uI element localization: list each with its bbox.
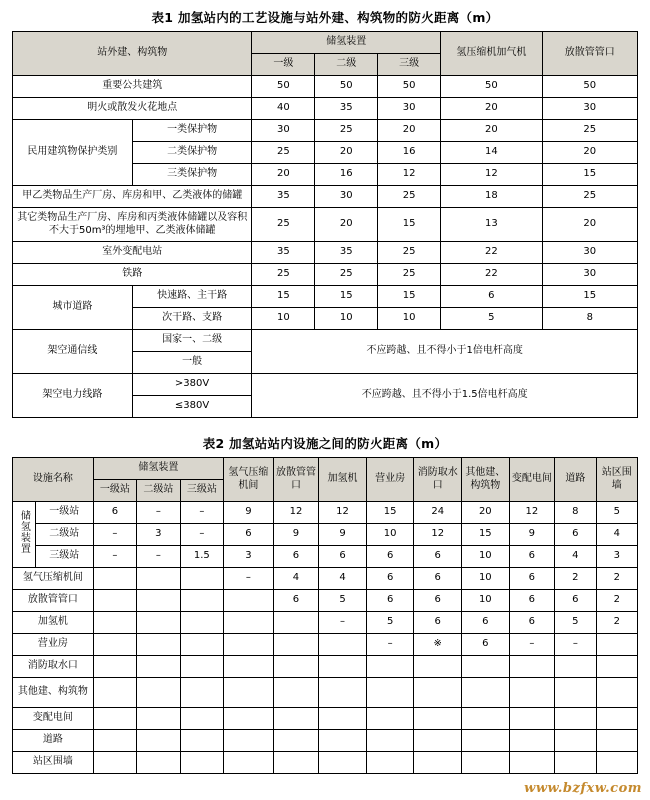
cell: – <box>93 546 136 568</box>
table-row <box>13 656 638 678</box>
row-label: 二级站 <box>35 524 93 546</box>
table-row <box>13 708 638 730</box>
cell <box>596 634 638 656</box>
cell <box>93 612 136 634</box>
cell: 22 <box>441 242 542 264</box>
th-storage-group: 储氢装置 <box>252 32 441 54</box>
cell <box>366 678 414 708</box>
cell: 10 <box>252 308 315 330</box>
cell: 6 <box>414 612 462 634</box>
cell <box>509 678 555 708</box>
cell: 10 <box>378 308 441 330</box>
row-label: 甲乙类物品生产厂房、库房和甲、乙类液体的储罐 <box>13 186 252 208</box>
cell <box>462 708 510 730</box>
cell <box>93 752 136 774</box>
cell <box>137 678 180 708</box>
cell <box>137 590 180 612</box>
cell: 15 <box>462 524 510 546</box>
cell: 25 <box>252 208 315 242</box>
table1-header-row-1 <box>13 32 638 54</box>
table-fire-distance-inside <box>12 457 638 774</box>
cell: 12 <box>509 502 555 524</box>
cell: 2 <box>555 568 596 590</box>
cell <box>366 656 414 678</box>
cell <box>273 656 319 678</box>
cell <box>180 656 223 678</box>
cell: 15 <box>366 502 414 524</box>
th-storage-group: 储氢装置 <box>93 458 223 480</box>
cell: – <box>319 612 367 634</box>
document-page <box>0 8 650 796</box>
cell: 6 <box>509 568 555 590</box>
cell <box>273 752 319 774</box>
cell: 25 <box>542 120 637 142</box>
cell <box>137 752 180 774</box>
row-group-label: 城市道路 <box>13 286 133 330</box>
cell: 20 <box>378 120 441 142</box>
cell: 6 <box>366 546 414 568</box>
cell: 12 <box>414 524 462 546</box>
table-row <box>13 186 638 208</box>
cell <box>414 752 462 774</box>
cell: 4 <box>319 568 367 590</box>
cell <box>462 656 510 678</box>
cell: 5 <box>319 590 367 612</box>
row-label: ≤380V <box>132 396 252 418</box>
cell: 10 <box>315 308 378 330</box>
th-vent: 放散管管口 <box>542 32 637 76</box>
cell: 20 <box>542 208 637 242</box>
row-label: 氢气压缩机间 <box>13 568 94 590</box>
cell <box>509 752 555 774</box>
row-group-label: 架空通信线 <box>13 330 133 374</box>
table-row <box>13 76 638 98</box>
table-row <box>13 208 638 242</box>
cell: 16 <box>315 164 378 186</box>
row-label: 室外变配电站 <box>13 242 252 264</box>
cell: 3 <box>137 524 180 546</box>
cell: 6 <box>509 612 555 634</box>
cell <box>93 590 136 612</box>
cell: 20 <box>542 142 637 164</box>
cell: – <box>555 634 596 656</box>
cell: – <box>180 524 223 546</box>
cell: 25 <box>252 264 315 286</box>
cell: – <box>137 502 180 524</box>
cell <box>596 730 638 752</box>
cell: 6 <box>273 546 319 568</box>
cell <box>319 730 367 752</box>
cell: 6 <box>462 634 510 656</box>
row-note: 不应跨越、且不得小于1倍电杆高度 <box>252 330 638 374</box>
cell <box>555 708 596 730</box>
cell: 4 <box>555 546 596 568</box>
cell <box>596 678 638 708</box>
row-label: 加氢机 <box>13 612 94 634</box>
cell: 50 <box>441 76 542 98</box>
th-compressor-label: 氢压缩机加气机 <box>456 47 527 59</box>
watermark: www.bzfxw.com <box>524 781 642 796</box>
th-compressor-room: 氢气压缩机间 <box>224 458 274 502</box>
cell <box>319 656 367 678</box>
cell <box>273 612 319 634</box>
cell <box>224 752 274 774</box>
cell: 30 <box>542 98 637 120</box>
cell: 6 <box>93 502 136 524</box>
cell: – <box>224 568 274 590</box>
cell: 12 <box>378 164 441 186</box>
table-row <box>13 678 638 708</box>
table-row <box>13 330 638 352</box>
cell: 20 <box>315 208 378 242</box>
cell: 16 <box>378 142 441 164</box>
cell: 18 <box>441 186 542 208</box>
cell <box>180 752 223 774</box>
th-fence: 站区围墙 <box>596 458 638 502</box>
cell <box>319 752 367 774</box>
row-label: 重要公共建筑 <box>13 76 252 98</box>
cell: 1.5 <box>180 546 223 568</box>
row-label: 放散管管口 <box>13 590 94 612</box>
table-row <box>13 524 638 546</box>
cell <box>93 634 136 656</box>
cell <box>414 730 462 752</box>
cell <box>93 568 136 590</box>
cell <box>596 752 638 774</box>
cell: 4 <box>273 568 319 590</box>
cell <box>273 634 319 656</box>
cell: 6 <box>509 590 555 612</box>
row-label: 变配电间 <box>13 708 94 730</box>
cell: 35 <box>252 242 315 264</box>
th-storage-2: 二级站 <box>137 480 180 502</box>
cell <box>137 568 180 590</box>
cell: 50 <box>542 76 637 98</box>
cell <box>273 678 319 708</box>
cell: 2 <box>596 568 638 590</box>
cell <box>137 708 180 730</box>
cell: – <box>509 634 555 656</box>
cell <box>462 678 510 708</box>
cell: 6 <box>366 568 414 590</box>
cell: – <box>93 524 136 546</box>
row-label: 国家一、二级 <box>132 330 252 352</box>
cell: 6 <box>414 590 462 612</box>
row-label: >380V <box>132 374 252 396</box>
cell <box>319 708 367 730</box>
cell <box>224 678 274 708</box>
cell: 6 <box>414 568 462 590</box>
th-storage-1: 一级站 <box>93 480 136 502</box>
cell: 35 <box>315 242 378 264</box>
cell <box>180 634 223 656</box>
cell: – <box>137 546 180 568</box>
cell: 6 <box>441 286 542 308</box>
cell: 15 <box>542 286 637 308</box>
row-label: 明火或散发火花地点 <box>13 98 252 120</box>
cell: 5 <box>366 612 414 634</box>
cell: 9 <box>224 502 274 524</box>
th-dispenser: 加氢机 <box>319 458 367 502</box>
th-vent: 放散管管口 <box>273 458 319 502</box>
cell: 30 <box>378 98 441 120</box>
table-row <box>13 612 638 634</box>
row-label: 消防取水口 <box>13 656 94 678</box>
cell: 14 <box>441 142 542 164</box>
cell <box>137 656 180 678</box>
cell <box>180 708 223 730</box>
cell: 30 <box>542 242 637 264</box>
th-facility-name <box>13 458 94 502</box>
cell: 9 <box>273 524 319 546</box>
cell: 3 <box>224 546 274 568</box>
cell <box>137 730 180 752</box>
cell <box>509 708 555 730</box>
cell <box>366 752 414 774</box>
table-row <box>13 752 638 774</box>
cell: 15 <box>542 164 637 186</box>
cell: 25 <box>378 242 441 264</box>
cell <box>596 708 638 730</box>
cell: 6 <box>462 612 510 634</box>
row-label: 道路 <box>13 730 94 752</box>
cell <box>180 568 223 590</box>
cell <box>224 730 274 752</box>
cell: 9 <box>509 524 555 546</box>
cell: 5 <box>555 612 596 634</box>
th-station-outside: 站外建、构筑物 <box>13 32 252 76</box>
cell: 35 <box>252 186 315 208</box>
th-storage-3: 三级站 <box>180 480 223 502</box>
th-transformer: 变配电间 <box>509 458 555 502</box>
cell <box>224 590 274 612</box>
cell: 12 <box>441 164 542 186</box>
cell: 4 <box>596 524 638 546</box>
row-label: 次干路、支路 <box>132 308 252 330</box>
cell <box>93 656 136 678</box>
th-other-buildings: 其他建、构筑物 <box>462 458 510 502</box>
table-row <box>13 264 638 286</box>
cell: 6 <box>366 590 414 612</box>
cell: 5 <box>596 502 638 524</box>
row-label: 其他建、构筑物 <box>13 678 94 708</box>
cell: 15 <box>378 208 441 242</box>
cell <box>180 730 223 752</box>
row-label: 营业房 <box>13 634 94 656</box>
cell <box>366 730 414 752</box>
cell: ※ <box>414 634 462 656</box>
cell: 50 <box>252 76 315 98</box>
cell: 6 <box>319 546 367 568</box>
th-facility-name-label: 设施名称 <box>32 473 73 485</box>
cell <box>555 730 596 752</box>
cell: 6 <box>414 546 462 568</box>
cell: 2 <box>596 612 638 634</box>
cell <box>555 752 596 774</box>
cell <box>180 612 223 634</box>
table2-title: 表2 加氢站站内设施之间的防火距离（m） <box>202 436 448 451</box>
cell: 10 <box>366 524 414 546</box>
cell <box>93 678 136 708</box>
cell <box>366 708 414 730</box>
table-row <box>13 286 638 308</box>
row-label: 一般 <box>132 352 252 374</box>
cell: 15 <box>378 286 441 308</box>
cell <box>224 612 274 634</box>
cell: 30 <box>542 264 637 286</box>
cell <box>93 730 136 752</box>
cell: 22 <box>441 264 542 286</box>
cell: 20 <box>252 164 315 186</box>
cell <box>224 656 274 678</box>
row-group-label-storage-text: 储氢装置 <box>18 510 30 555</box>
row-label: 其它类物品生产厂房、库房和丙类液体储罐以及容积不大于50m³的埋地甲、乙类液体储罐 <box>13 208 252 242</box>
th-storage-3: 三级 <box>378 54 441 76</box>
cell: 24 <box>414 502 462 524</box>
cell: 25 <box>252 142 315 164</box>
table-fire-distance-outside <box>12 31 638 418</box>
th-road: 道路 <box>555 458 596 502</box>
cell: 50 <box>378 76 441 98</box>
cell: 10 <box>462 568 510 590</box>
cell <box>273 708 319 730</box>
cell: 15 <box>252 286 315 308</box>
cell <box>555 678 596 708</box>
row-label: 一级站 <box>35 502 93 524</box>
cell: 8 <box>542 308 637 330</box>
cell <box>509 730 555 752</box>
cell: 9 <box>319 524 367 546</box>
cell: 20 <box>441 120 542 142</box>
row-label: 站区围墙 <box>13 752 94 774</box>
table-row <box>13 634 638 656</box>
cell: 50 <box>315 76 378 98</box>
cell: – <box>180 502 223 524</box>
cell: 40 <box>252 98 315 120</box>
cell <box>137 612 180 634</box>
cell <box>414 678 462 708</box>
th-fire-water: 消防取水口 <box>414 458 462 502</box>
cell <box>224 708 274 730</box>
cell <box>509 656 555 678</box>
cell <box>414 656 462 678</box>
cell <box>596 656 638 678</box>
table-row <box>13 546 638 568</box>
th-office: 营业房 <box>366 458 414 502</box>
table-row <box>13 502 638 524</box>
cell: 6 <box>224 524 274 546</box>
cell <box>319 634 367 656</box>
cell <box>462 752 510 774</box>
row-note: 不应跨越、且不得小于1.5倍电杆高度 <box>252 374 638 418</box>
cell: 6 <box>555 524 596 546</box>
cell <box>180 590 223 612</box>
row-label: 一类保护物 <box>132 120 252 142</box>
cell: – <box>366 634 414 656</box>
table2-header-row-1 <box>13 458 638 480</box>
cell: 2 <box>596 590 638 612</box>
row-label: 三类保护物 <box>132 164 252 186</box>
cell <box>273 730 319 752</box>
cell <box>462 730 510 752</box>
cell: 25 <box>315 264 378 286</box>
th-storage-1: 一级 <box>252 54 315 76</box>
cell <box>137 634 180 656</box>
cell: 25 <box>315 120 378 142</box>
cell: 25 <box>542 186 637 208</box>
cell <box>555 656 596 678</box>
table-row <box>13 242 638 264</box>
cell: 20 <box>441 98 542 120</box>
cell: 6 <box>273 590 319 612</box>
row-label: 铁路 <box>13 264 252 286</box>
cell <box>414 708 462 730</box>
cell: 15 <box>315 286 378 308</box>
table-row <box>13 120 638 142</box>
table-row <box>13 98 638 120</box>
row-label: 三级站 <box>35 546 93 568</box>
cell: 20 <box>462 502 510 524</box>
cell: 30 <box>315 186 378 208</box>
cell: 25 <box>378 186 441 208</box>
row-label: 快速路、主干路 <box>132 286 252 308</box>
table-row <box>13 730 638 752</box>
cell: 20 <box>315 142 378 164</box>
cell: 8 <box>555 502 596 524</box>
cell: 6 <box>509 546 555 568</box>
cell: 35 <box>315 98 378 120</box>
cell: 13 <box>441 208 542 242</box>
th-storage-2: 二级 <box>315 54 378 76</box>
cell: 10 <box>462 546 510 568</box>
table-row <box>13 374 638 396</box>
row-label: 二类保护物 <box>132 142 252 164</box>
row-group-label-storage <box>13 502 36 568</box>
cell: 25 <box>378 264 441 286</box>
row-group-label: 民用建筑物保护类别 <box>13 120 133 186</box>
table-row <box>13 568 638 590</box>
cell: 3 <box>596 546 638 568</box>
cell: 12 <box>319 502 367 524</box>
cell <box>93 708 136 730</box>
th-compressor <box>441 32 542 76</box>
cell <box>224 634 274 656</box>
cell <box>319 678 367 708</box>
row-group-label: 架空电力线路 <box>13 374 133 418</box>
table-row <box>13 590 638 612</box>
cell: 5 <box>441 308 542 330</box>
cell <box>180 678 223 708</box>
cell: 30 <box>252 120 315 142</box>
cell: 12 <box>273 502 319 524</box>
cell: 10 <box>462 590 510 612</box>
table1-title: 表1 加氢站内的工艺设施与站外建、构筑物的防火距离（m） <box>151 10 499 25</box>
cell: 6 <box>555 590 596 612</box>
